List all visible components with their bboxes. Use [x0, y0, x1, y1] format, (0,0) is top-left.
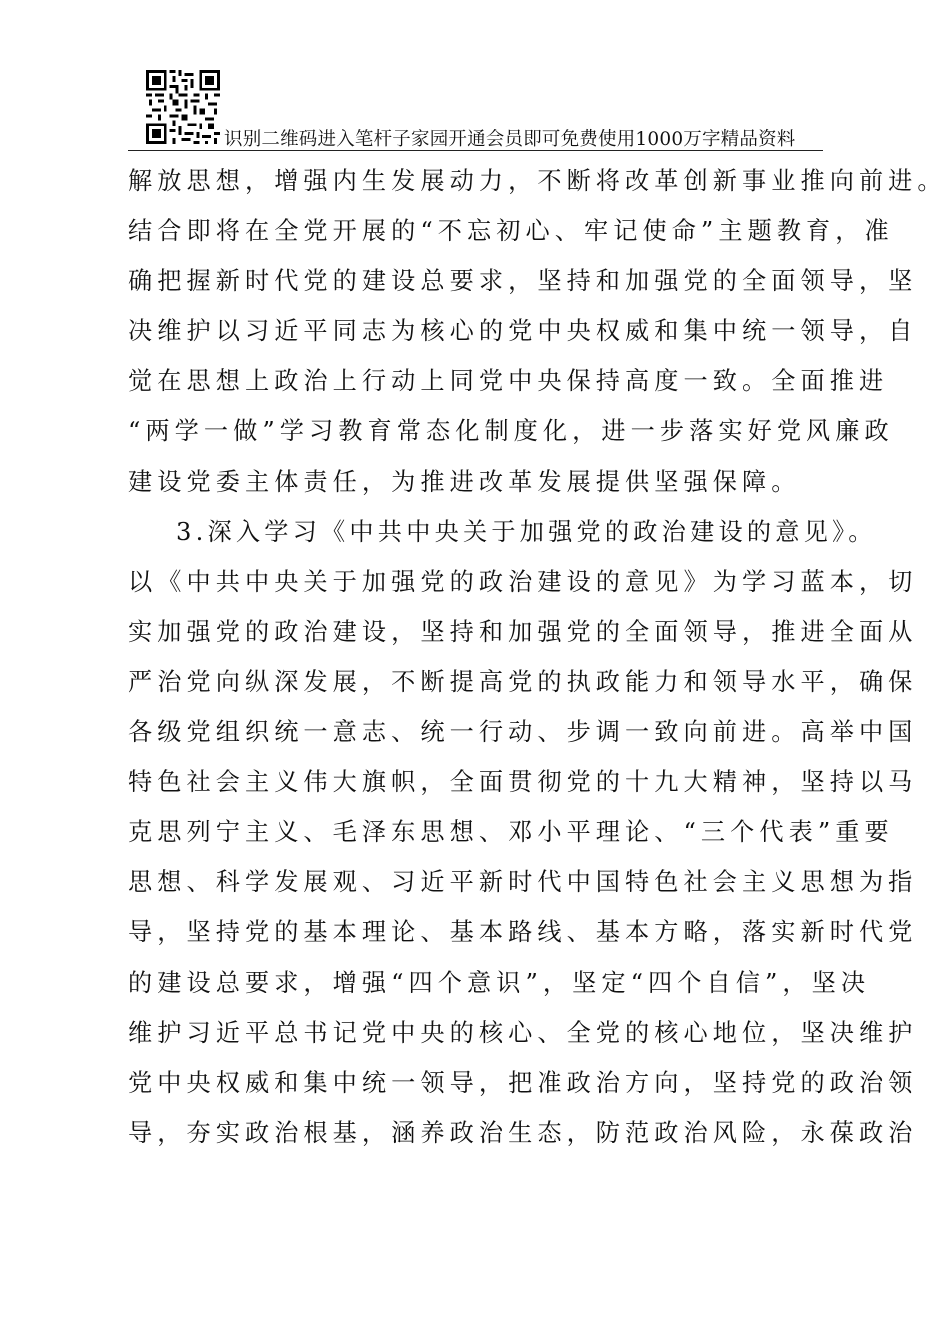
text-line: “两学一做”学习教育常态化制度化，进一步落实好党风廉政 [128, 417, 894, 446]
text-line: 建设党委主体责任，为推进改革发展提供坚强保障。 [128, 467, 801, 496]
text-line: 思想、科学发展观、习近平新时代中国特色社会主义思想为指 [128, 868, 918, 897]
header-divider [128, 150, 823, 151]
text-line: 以《中共中央关于加强党的政治建设的意见》为学习蓝本，切 [128, 567, 918, 596]
page-header [128, 66, 823, 152]
text-line: 严治党向纵深发展，不断提高党的执政能力和领导水平，确保 [128, 667, 918, 696]
promo-banner-text: 识别二维码进入笔杆子家园开通会员即可免费使用1000万字精品资料 [224, 129, 796, 150]
text-line: 确把握新时代党的建设总要求，坚持和加强党的全面领导，坚 [128, 267, 918, 296]
section-heading: 3.深入学习《中共中央关于加强党的政治建设的意见》。 [176, 517, 877, 546]
text-line: 各级党组织统一意志、统一行动、步调一致向前进。高举中国 [128, 718, 918, 747]
text-line: 实加强党的政治建设，坚持和加强党的全面领导，推进全面从 [128, 617, 918, 646]
body-paragraphs [128, 156, 947, 1158]
text-line: 的建设总要求，增强“四个意识”，坚定“四个自信”，坚决 [128, 968, 871, 997]
qr-code-icon[interactable] [146, 70, 220, 144]
text-line: 导，夯实政治根基，涵养政治生态，防范政治风险，永葆政治 [128, 1118, 918, 1147]
text-line: 觉在思想上政治上行动上同党中央保持高度一致。全面推进 [128, 367, 889, 396]
text-line: 结合即将在全党开展的“不忘初心、牢记使命”主题教育，准 [128, 217, 894, 246]
text-line: 特色社会主义伟大旗帜，全面贯彻党的十九大精神，坚持以马 [128, 768, 918, 797]
text-line: 克思列宁主义、毛泽东思想、邓小平理论、“三个代表”重要 [128, 818, 894, 847]
text-line: 维护习近平总书记党中央的核心、全党的核心地位，坚决维护 [128, 1018, 918, 1047]
text-line: 决维护以习近平同志为核心的党中央权威和集中统一领导，自 [128, 317, 918, 346]
text-line: 解放思想，增强内生发展动力，不断将改革创新事业推向前进。 [128, 167, 947, 195]
text-line: 党中央权威和集中统一领导，把准政治方向，坚持党的政治领 [128, 1068, 918, 1097]
text-line: 导，坚持党的基本理论、基本路线、基本方略，落实新时代党 [128, 918, 918, 947]
